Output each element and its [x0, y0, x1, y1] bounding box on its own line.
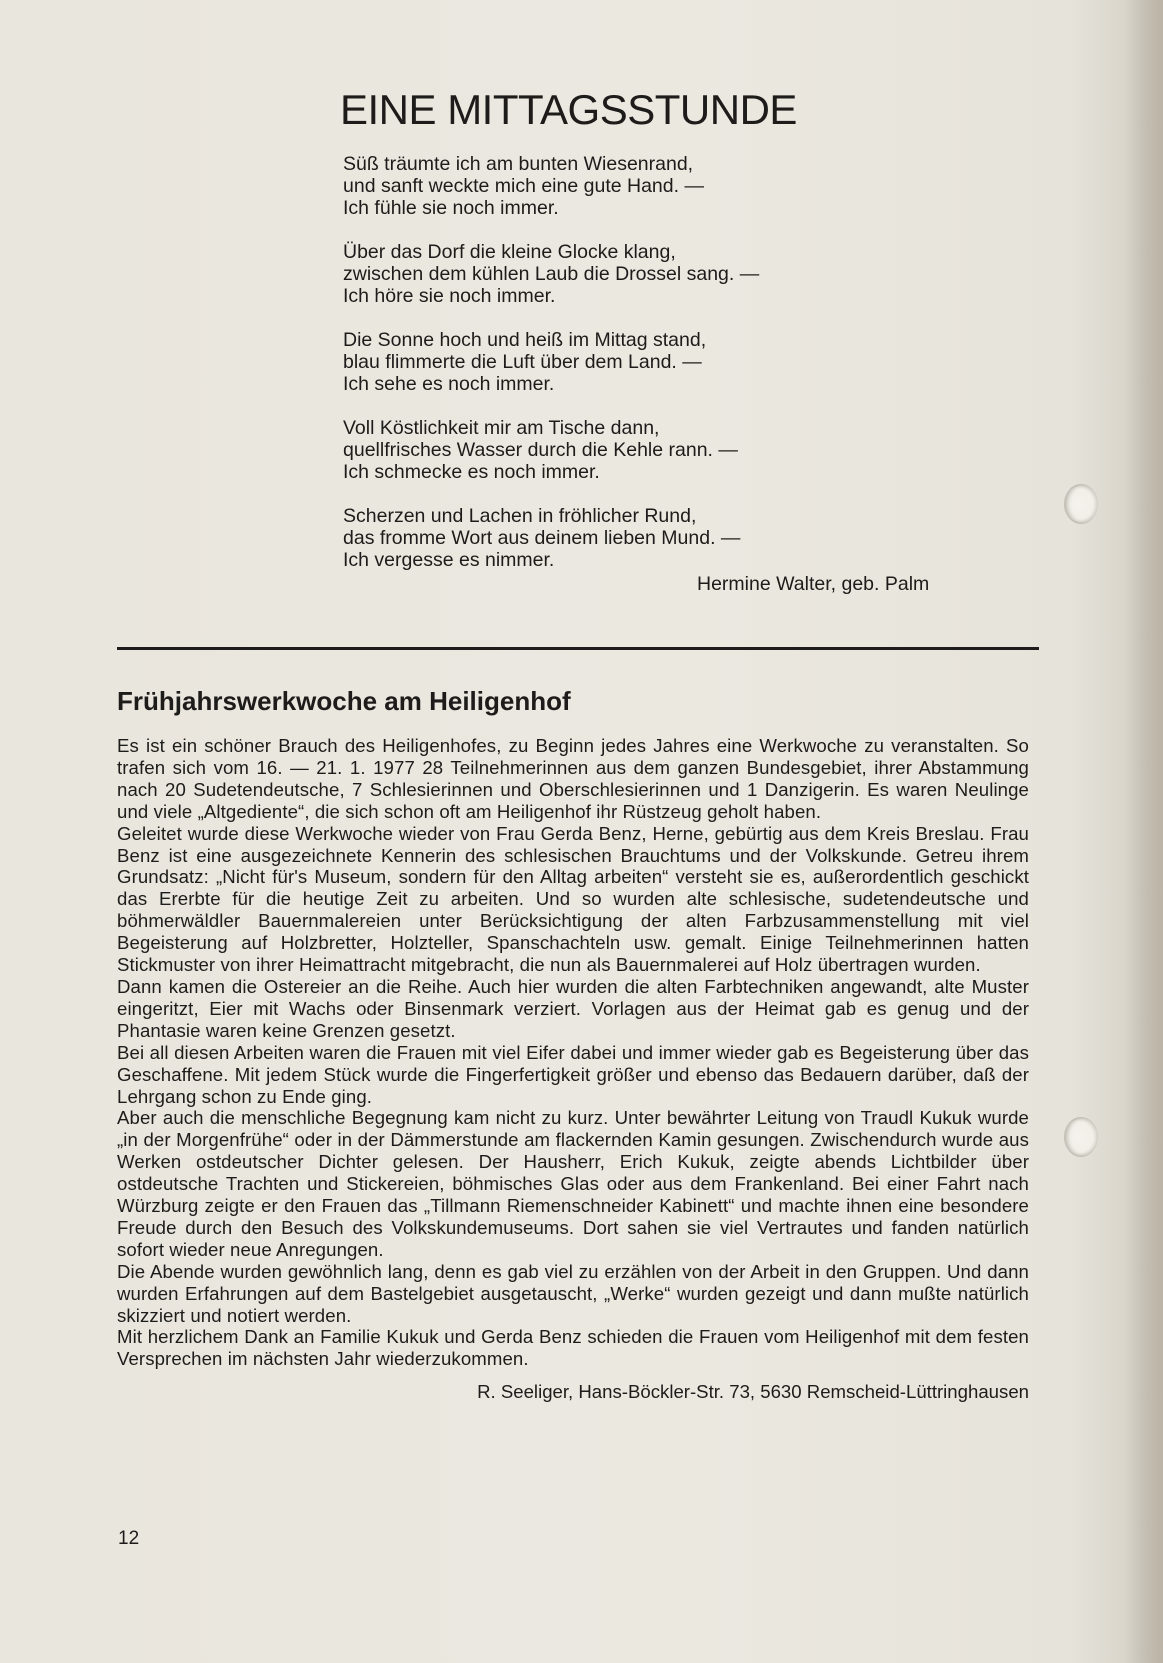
poem-line: das fromme Wort aus deinem lieben Mund. — [343, 527, 741, 549]
article-paragraph: Geleitet wurde diese Werkwoche wieder von Frau Gerda Benz, Herne, gebürtig aus dem Kreis Breslau. Frau Benz ist eine ausgezeichnete Kennerin des schlesischen Brauchtums und der Volkskunde. Getreu ihrem Grundsatz: „Nicht für's Museum, sondern für den Alltag arbeiten“ versteht sie es, außerordentlich geschickt das Ererbte für die heutige Zeit zu arbeiten. Und so wurden alte schlesische, sudetendeutsche und böhmerwäldler Bauernmalereien unter Berücksichtigung der alten Farbzusammenstellung mit viel Begeisterung auf Holzbretter, Holzteller, Spanschachteln usw. gemalt. Einige Teilnehmerinnen hatten Stickmuster von ihrer Heimattracht mitgebracht, die nun als Bauernmalerei auf Holz übertragen wurden. [117, 822, 1029, 976]
poem-line: Ich schmecke es noch immer. [343, 461, 600, 483]
article-paragraph: Bei all diesen Arbeiten waren die Frauen mit viel Eifer dabei und immer wieder gab es Begeisterung über das Geschaffene. Mit jedem Stück wurde die Fingerfertigkeit größer und ebenso das Bedauern darüber, daß der Lehrgang schon zu Ende ging. [117, 1041, 1029, 1107]
article-title: Frühjahrswerkwoche am Heiligenhof [117, 686, 571, 716]
article-paragraph: Dann kamen die Ostereier an die Reihe. Auch hier wurden die alten Farbtechniken angewandt, alte Muster eingeritzt, Eier mit Wachs oder Binsenmark verziert. Vorlagen aus der Heimat gab es genug und der Phantasie waren keine Grenzen gesetzt. [117, 975, 1029, 1041]
article-body [117, 735, 1029, 1403]
poem-line: blau flimmerte die Luft über dem Land. — [343, 351, 702, 373]
article-paragraph: Die Abende wurden gewöhnlich lang, denn es gab viel zu erzählen von der Arbeit in den Gruppen. Und dann wurden Erfahrungen auf dem Bastelgebiet ausgetauscht, „Werke“ wurden gezeigt und dann mußte natürlich skizziert und notiert werden. [117, 1260, 1029, 1326]
poem-line: Ich sehe es noch immer. [343, 373, 555, 395]
poem-line: quellfrisches Wasser durch die Kehle rann. — [343, 439, 738, 461]
poem-stanza [343, 153, 903, 219]
poem-line: Ich fühle sie noch immer. [343, 197, 559, 219]
article-paragraph: Mit herzlichem Dank an Familie Kukuk und Gerda Benz schieden die Frauen vom Heiligenhof mit dem festen Versprechen im nächsten Jahr wiederzukommen. [117, 1326, 1029, 1370]
page-fold-shadow [1123, 0, 1163, 1663]
article-paragraph: Aber auch die menschliche Begegnung kam nicht zu kurz. Unter bewährter Leitung von Traudl Kukuk wurde „in der Morgenfrühe“ oder in der Dämmerstunde am flackernden Kamin gesungen. Zwischendurch wurde aus Werken ostdeutscher Dichter gelesen. Der Hausherr, Erich Kukuk, zeigte abends Lichtbilder über ostdeutsche Trachten und Stickereien, böhmisches Glas oder aus dem Frankenland. Bei einer Fahrt nach Würzburg zeigte er den Frauen das „Tillmann Riemenschneider Kabinett“ und machte ihnen eine besondere Freude durch den Besuch des Volkskundemuseums. Dort sahen sie viel Vertrautes und fanden natürlich sofort wieder neue Anregungen. [117, 1107, 1029, 1260]
poem-body [343, 153, 903, 593]
poem-line: und sanft weckte mich eine gute Hand. — [343, 175, 704, 197]
poem-title: EINE MITTAGSSTUNDE [340, 86, 797, 133]
poem-line: Die Sonne hoch und heiß im Mittag stand, [343, 329, 707, 351]
poem-author: Hermine Walter, geb. Palm [697, 573, 930, 595]
article-paragraph: Es ist ein schöner Brauch des Heiligenhofes, zu Beginn jedes Jahres eine Werkwoche zu veranstalten. So trafen sich vom 16. — 21. 1. 1977 28 Teilnehmerinnen aus dem ganzen Bundesgebiet, ihrer Abstammung nach 20 Sudetendeutsche, 7 Schlesierinnen und Oberschlesierinnen und 1 Danzigerin. Es waren Neulinge und viele „Altgediente“, die sich schon oft am Heiligenhof ihr Rüstzeug geholt haben. [117, 735, 1029, 822]
poem-line: Scherzen und Lachen in fröhlicher Rund, [343, 505, 697, 527]
poem-line: Ich höre sie noch immer. [343, 285, 556, 307]
punch-hole-bottom [1064, 1117, 1098, 1157]
section-divider [117, 647, 1039, 650]
page-number: 12 [118, 1528, 140, 1549]
poem-stanza [343, 329, 903, 395]
article-signature: R. Seeliger, Hans-Böckler-Str. 73, 5630 Remscheid-Lüttringhausen [477, 1381, 1029, 1403]
poem-stanza [343, 241, 903, 307]
punch-hole-top [1064, 484, 1098, 524]
poem-line: Süß träumte ich am bunten Wiesenrand, [343, 153, 694, 175]
poem-line: Voll Köstlichkeit mir am Tische dann, [343, 417, 660, 439]
poem-stanza [343, 505, 903, 571]
poem-line: Ich vergesse es nimmer. [343, 549, 555, 571]
poem-stanza [343, 417, 903, 483]
poem-line: Über das Dorf die kleine Glocke klang, [343, 241, 676, 263]
poem-line: zwischen dem kühlen Laub die Drossel sang. — [343, 263, 760, 285]
